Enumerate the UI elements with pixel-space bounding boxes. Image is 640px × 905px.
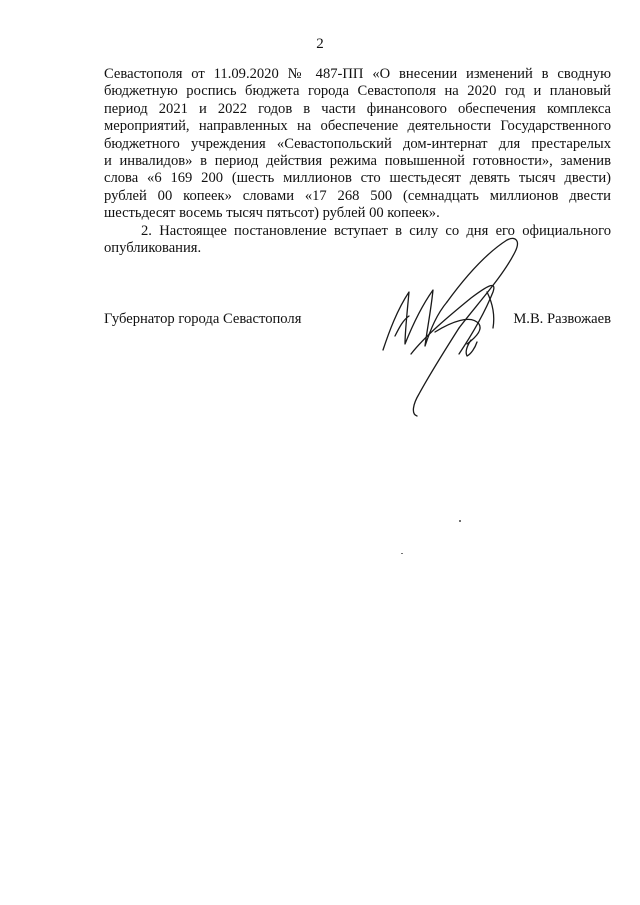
scan-speck (401, 553, 403, 554)
paragraph-1-line: Севастополя от 11.09.2020 № 487-ПП «О внесении изменений в сводную (104, 66, 611, 82)
paragraph-2-line: опубликования. (104, 239, 202, 256)
paragraph-1-line: шестьдесят восемь тысяч пятьсот) рублей 00 копеек». (104, 205, 440, 222)
paragraph-1-line: рублей 00 копеек» словами «17 268 500 (семнадцать миллионов двести (104, 187, 611, 204)
paragraph-1-line: бюджетную роспись бюджета города Севастополя на 2020 год и плановый (104, 83, 611, 100)
paragraph-1-line: период 2021 и 2022 годов в части финансового обеспечения комплекса (104, 100, 611, 117)
signatory-title: Губернатор города Севастополя (104, 311, 302, 327)
handwritten-signature (375, 232, 535, 422)
paragraph-2-line: 2. Настоящее постановление вступает в силу со дня его официального (141, 222, 611, 239)
paragraph-1-line: и инвалидов» в период действия режима повышенной готовности», заменив (104, 152, 611, 169)
document-body (104, 66, 611, 257)
signatory-name: М.В. Развожаев (513, 311, 611, 327)
scan-speck (459, 520, 461, 522)
paragraph-1-line: бюджетного учреждения «Севастопольский дом-интернат для престарелых (104, 135, 611, 152)
paragraph-1-line: слова «6 169 200 (шесть миллионов сто шестьдесят девять тысяч двести) (104, 170, 611, 187)
page-number: 2 (316, 36, 324, 52)
paragraph-1-line: мероприятий, направленных на обеспечение деятельности Государственного (104, 118, 611, 135)
